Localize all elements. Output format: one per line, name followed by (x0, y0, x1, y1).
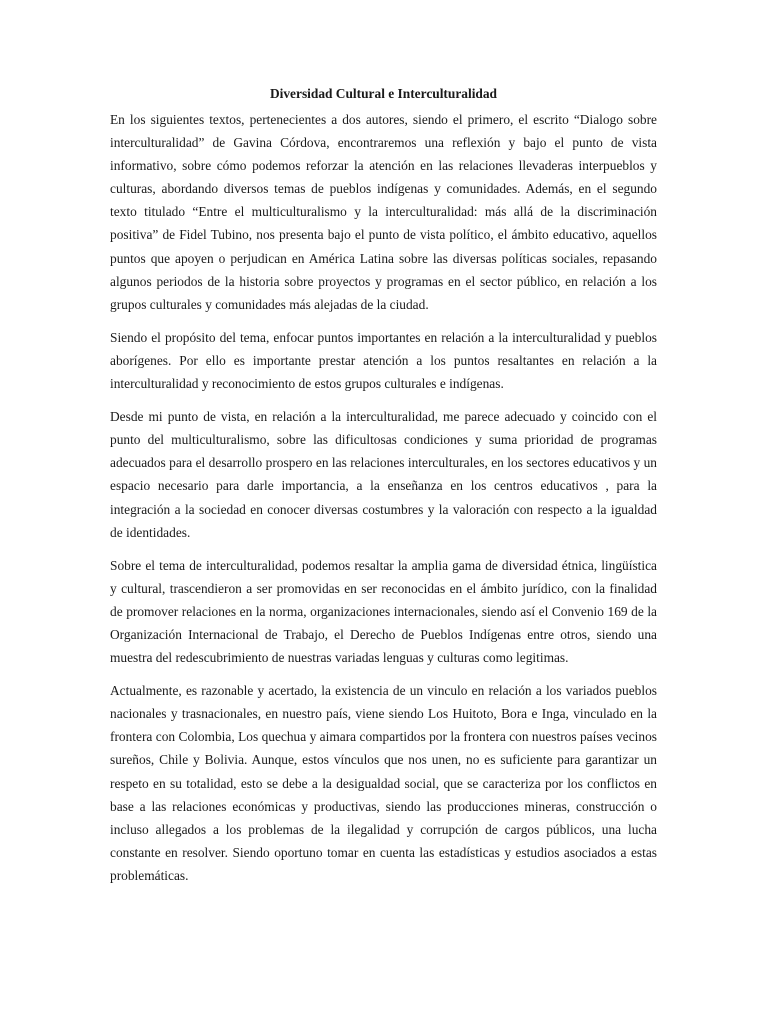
paragraph-current-situation: Actualmente, es razonable y acertado, la existencia de un vinculo en relación a los variados pueblos nacionales y trasnacionales, en nuestro país, viene siendo Los Huitoto, Bora e Inga, vinculado en la frontera con Colombia, Los quechua y aimara compartidos por la frontera con nuestros países vecinos sureños, Chile y Bolivia. Aunque, estos vínculos que nos unen, no es suficiente para garantizar un respeto en su totalidad, esto se debe a la desigualdad social, que se caracteriza por los conflictos en base a las relaciones económicas y productivas, siendo las producciones mineras, construcción o incluso allegados a los problemas de la ilegalidad y corrupción de cargos públicos, una lucha constante en resolver. Siendo oportuno tomar en cuenta las estadísticas y estudios asociados a estas problemáticas. (110, 683, 657, 883)
paragraph-intro: En los siguientes textos, pertenecientes a dos autores, siendo el primero, el escrito “Dialogo sobre interculturalidad” de Gavina Córdova, encontraremos una reflexión y bajo el punto de vista informativo, sobre cómo podemos reforzar la atención en las relaciones llevaderas interpueblos y culturas, abordando diversos temas de pueblos indígenas y comunidades. Además, en el segundo texto titulado “Entre el multiculturalismo y la interculturalidad: más allá de la discriminación positiva” de Fidel Tubino, nos presenta bajo el punto de vista político, el ámbito educativo, aquellos puntos que apoyen o perjudican en América Latina sobre las diversas políticas sociales, repasando algunos periodos de la historia sobre proyectos y programas en el sector público, en relación a los grupos culturales y comunidades más alejadas de la ciudad. (110, 112, 657, 312)
paragraph-legal-recognition: Sobre el tema de interculturalidad, podemos resaltar la amplia gama de diversidad étnica, lingüística y cultural, trascendieron a ser promovidas en ser reconocidas en el ámbito jurídico, con la finalidad de promover relaciones en la norma, organizaciones internacionales, siendo así el Convenio 169 de la Organización Internacional de Trabajo, el Derecho de Pueblos Indígenas entre otros, siendo una muestra del redescubrimiento de nuestras variadas lenguas y culturas como legitimas. (110, 557, 657, 666)
document-body (110, 82, 657, 897)
document-title: Diversidad Cultural e Interculturalidad (269, 86, 498, 101)
paragraph-opinion: Desde mi punto de vista, en relación a la interculturalidad, me parece adecuado y coincido con el punto del multiculturalismo, sobre las dificultosas condiciones y suma prioridad de programas adecuados para el desarrollo prospero en las relaciones interculturales, en los sectores educativos y un espacio necesario para darle importancia, a la enseñanza en los centros educativos , para la integración a la sociedad en conocer diversas costumbres y la valoración con respecto a la igualdad de identidades. (110, 409, 657, 540)
paragraph-purpose: Siendo el propósito del tema, enfocar puntos importantes en relación a la interculturalidad y pueblos aborígenes. Por ello es importante prestar atención a los puntos resaltantes en relación a la interculturalidad y reconocimiento de estos grupos culturales e indígenas. (110, 329, 657, 392)
